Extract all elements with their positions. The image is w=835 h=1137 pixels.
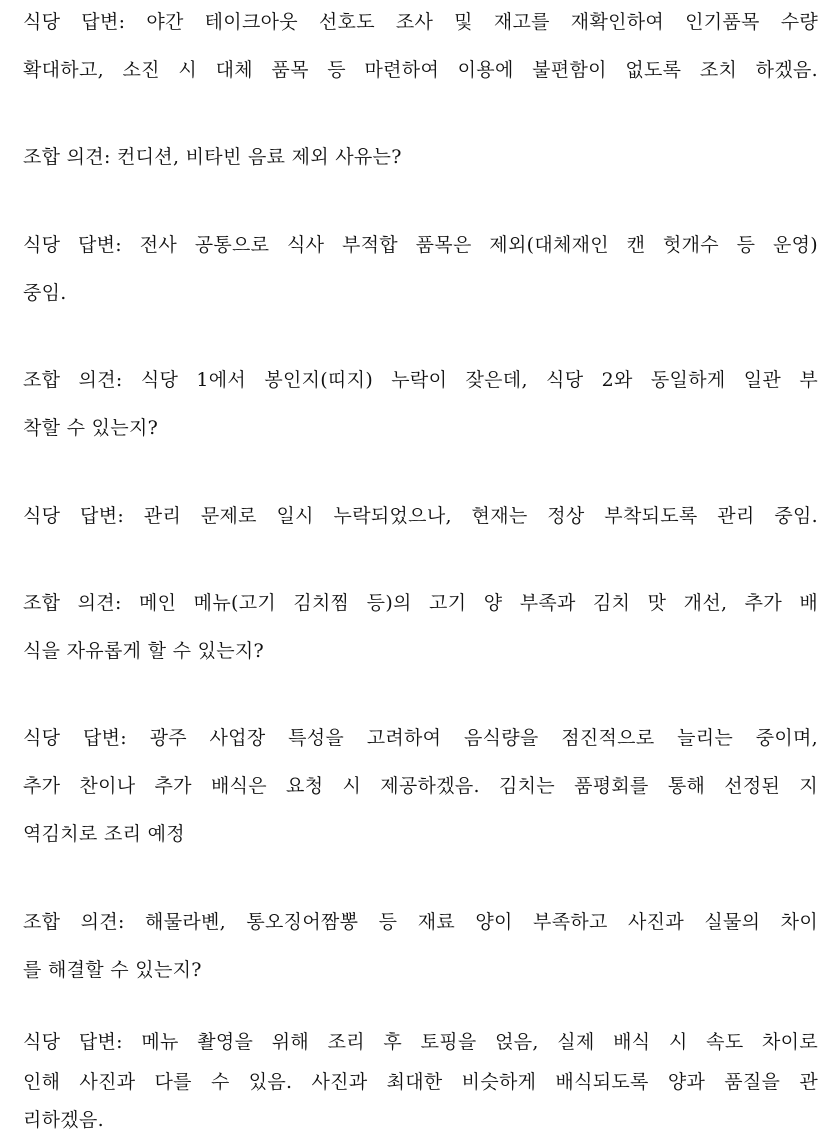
text-line: 인해 사진과 다를 수 있음. 사진과 최대한 비슷하게 배식되도록 양과 품질을 관 bbox=[23, 1071, 818, 1093]
text-line: 조합 의견: 식당 1에서 봉인지(띠지) 누락이 잦은데, 식당 2와 동일하게 일관 부 bbox=[23, 369, 818, 391]
text-line: 식당 답변: 야간 테이크아웃 선호도 조사 및 재고를 재확인하여 인기품목 수량 bbox=[23, 11, 818, 33]
text-line: 식당 답변: 메뉴 촬영을 위해 조리 후 토핑을 얹음, 실제 배식 시 속도 차이로 bbox=[23, 1031, 818, 1053]
text-line: 착할 수 있는지? bbox=[23, 417, 159, 439]
text-line: 리하겠음. bbox=[23, 1109, 104, 1131]
text-line: 추가 찬이나 추가 배식은 요청 시 제공하겠음. 김치는 품평회를 통해 선정된 지 bbox=[23, 775, 818, 797]
text-line: 식당 답변: 전사 공통으로 식사 부적합 품목은 제외(대체재인 캔 헛개수 등 운영) bbox=[23, 234, 818, 256]
text-line: 조합 의견: 메인 메뉴(고기 김치찜 등)의 고기 양 부족과 김치 맛 개선, 추가 배 bbox=[23, 592, 818, 614]
text-line: 조합 의견: 컨디션, 비타빈 음료 제외 사유는? bbox=[23, 146, 402, 168]
text-line: 확대하고, 소진 시 대체 품목 등 마련하여 이용에 불편함이 없도록 조치 하겠음. bbox=[23, 59, 818, 81]
text-line: 역김치로 조리 예정 bbox=[23, 823, 185, 845]
text-line: 를 해결할 수 있는지? bbox=[23, 959, 202, 981]
text-line: 식당 답변: 관리 문제로 일시 누락되었으나, 현재는 정상 부착되도록 관리 중임. bbox=[23, 505, 818, 527]
text-line: 식당 답변: 광주 사업장 특성을 고려하여 음식량을 점진적으로 늘리는 중이며, bbox=[23, 727, 818, 749]
text-line: 조합 의견: 해물라볜, 통오징어짬뽕 등 재료 양이 부족하고 사진과 실물의 차이 bbox=[23, 911, 818, 933]
text-line: 식을 자유롭게 할 수 있는지? bbox=[23, 640, 265, 662]
text-line: 중임. bbox=[23, 282, 67, 304]
